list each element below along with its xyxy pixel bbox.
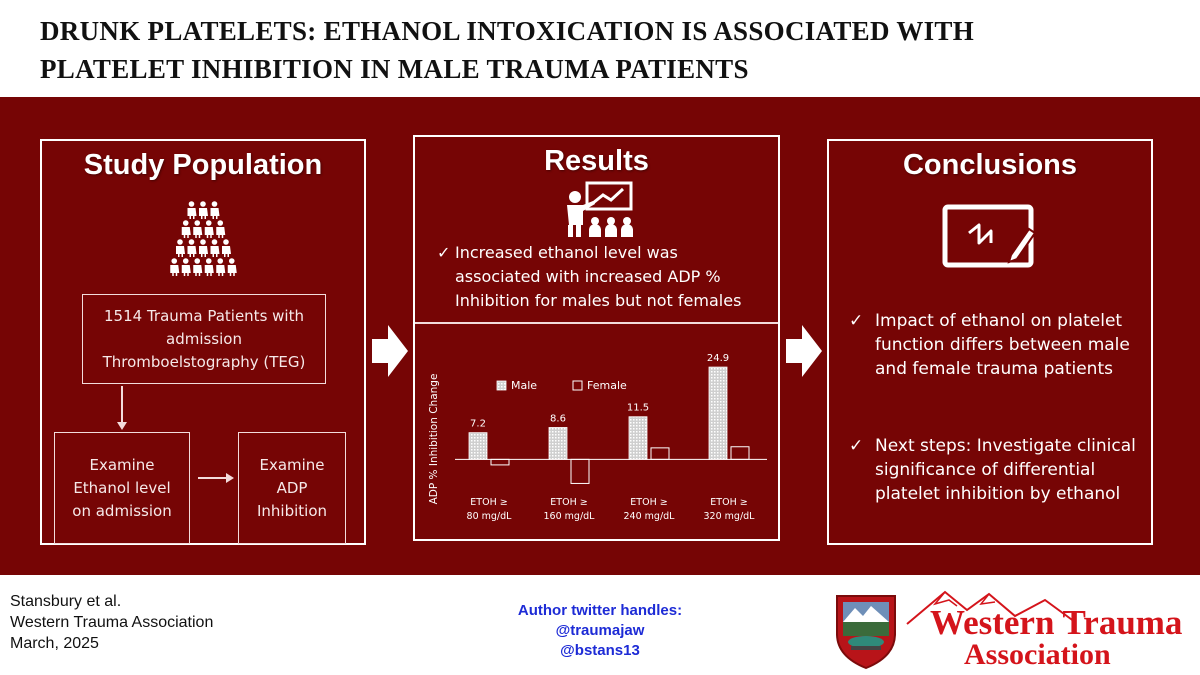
data-label-male-4: 24.9	[706, 353, 730, 365]
patients-text: 1514 Trauma Patients with admission Thromboelstography (TEG)	[102, 306, 306, 371]
tick-label-2-line-2: 160 mg/dL	[543, 511, 595, 522]
flow-arrow-1	[372, 325, 408, 377]
page-title	[40, 12, 1170, 88]
twitter-handle-1[interactable]: @traumajaw	[555, 622, 645, 639]
results-divider	[415, 322, 778, 324]
wta-shield-logo	[833, 590, 899, 670]
legend-female-swatch	[573, 381, 582, 390]
twitter-heading: Author twitter handles:	[517, 602, 683, 619]
adp-inhibition-chart	[417, 329, 777, 539]
study-population-panel	[40, 139, 366, 545]
tick-label-3-line-2: 240 mg/dL	[623, 511, 675, 522]
twitter-handles	[470, 601, 730, 661]
right-arrow	[198, 477, 228, 479]
conclusions-panel	[827, 139, 1153, 545]
down-arrow	[121, 386, 123, 426]
tick-label-1-line-1: ETOH ≥	[470, 497, 508, 508]
tick-label-4-line-1: ETOH ≥	[710, 497, 748, 508]
conclusion-point-1	[849, 309, 1145, 381]
legend-female-label: Female	[587, 379, 627, 392]
wta-logo-line-1: Western Trauma	[930, 603, 1183, 642]
title-line-1: DRUNK PLATELETS: ETHANOL INTOXICATION IS ASSOCIATED WITH	[40, 16, 975, 46]
y-axis-label: ADP % Inhibition Change	[428, 373, 440, 505]
conclusion-check-2: ✓	[849, 436, 864, 456]
bar-male-1	[469, 433, 487, 460]
conclusions-heading: Conclusions	[902, 149, 1077, 181]
flow-arrow-2	[786, 325, 822, 377]
results-check: ✓	[437, 243, 451, 262]
presenter-icon	[563, 181, 637, 239]
tick-label-4-line-2: 320 mg/dL	[703, 511, 755, 522]
adp-step-text: Examine ADP Inhibition	[256, 455, 328, 520]
people-pyramid-icon	[165, 201, 241, 277]
conclusion-point-2-text: Next steps: Investigate clinical significance of differential platelet inhibition by ethanol	[875, 436, 1136, 504]
bar-female-3	[651, 448, 669, 459]
study-population-heading: Study Population	[83, 149, 323, 181]
down-arrow-head	[117, 422, 127, 430]
twitter-handle-2[interactable]: @bstans13	[560, 642, 640, 659]
data-label-male-1: 7.2	[470, 418, 486, 430]
results-panel	[413, 135, 780, 541]
conclusion-point-1-text: Impact of ethanol on platelet function differs between male and female trauma patients	[875, 311, 1130, 379]
citation	[10, 591, 213, 654]
bar-male-2	[549, 427, 567, 459]
tick-label-1-line-2: 80 mg/dL	[466, 511, 512, 522]
tablet-signature-icon	[941, 203, 1041, 271]
bar-male-4	[709, 367, 727, 459]
wta-logo-text	[930, 603, 1192, 671]
conclusion-point-2	[849, 434, 1145, 506]
data-label-male-3: 11.5	[626, 402, 650, 414]
citation-org: Western Trauma Association	[10, 614, 214, 631]
legend-male-swatch	[497, 381, 506, 390]
adp-step-box	[238, 432, 346, 544]
results-finding-text: Increased ethanol level was associated with increased ADP % Inhibition for males but not females	[455, 243, 742, 310]
legend-male-label: Male	[511, 379, 538, 392]
conclusion-check-1: ✓	[849, 311, 864, 331]
bar-female-4	[731, 447, 749, 460]
title-line-2: PLATELET INHIBITION IN MALE TRAUMA PATIENTS	[40, 54, 749, 84]
wta-logo-line-2: Association	[964, 638, 1111, 671]
data-label-male-2: 8.6	[550, 413, 566, 425]
tick-label-3-line-1: ETOH ≥	[630, 497, 668, 508]
citation-authors: Stansbury et al.	[10, 593, 122, 610]
right-arrow-head	[226, 473, 234, 483]
ethanol-step-box	[54, 432, 190, 544]
bar-male-3	[629, 417, 647, 460]
bar-female-2	[571, 459, 589, 483]
citation-date: March, 2025	[10, 635, 99, 652]
results-finding	[437, 241, 761, 313]
patients-box	[82, 294, 326, 384]
bar-female-1	[491, 459, 509, 465]
results-heading: Results	[544, 145, 649, 177]
tick-label-2-line-1: ETOH ≥	[550, 497, 588, 508]
ethanol-step-text: Examine Ethanol level on admission	[72, 455, 172, 520]
